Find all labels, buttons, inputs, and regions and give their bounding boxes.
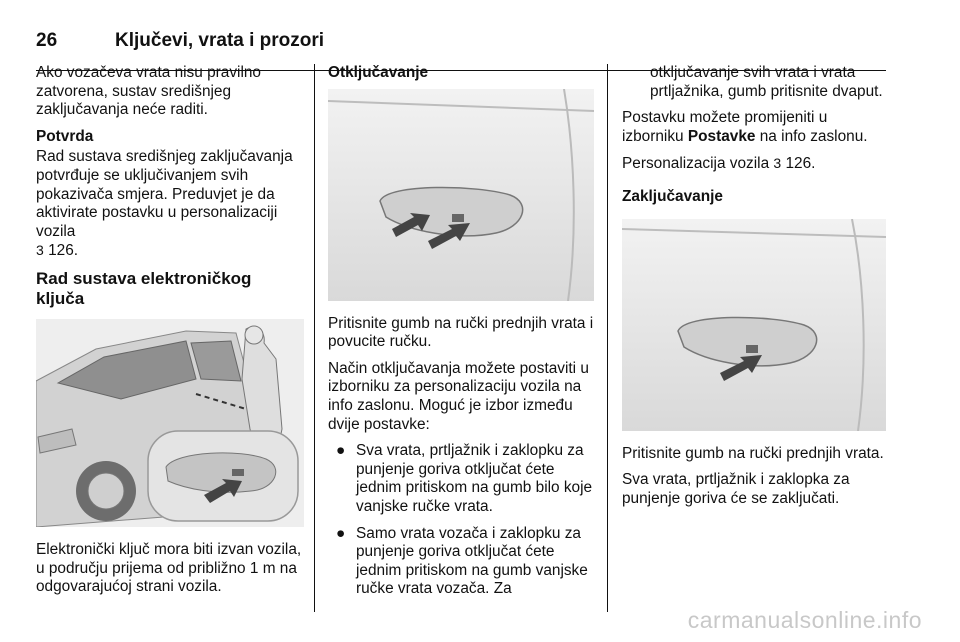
page-ref-arrow-icon: 3 xyxy=(773,155,782,172)
unlock-step: Pritisnite gumb na ručki prednjih vrata i povucite ručku. xyxy=(328,314,594,351)
unlock-options-list xyxy=(328,442,594,599)
lock-handle-drawing xyxy=(622,219,886,431)
continued-text: otključavanje svih vrata i vrata prtljažnika, gumb pritisnite dvaput. xyxy=(650,64,883,100)
confirm-paragraph xyxy=(36,148,304,261)
column-divider-1 xyxy=(314,64,315,612)
bullet-icon: ● xyxy=(336,442,346,460)
bullet-icon: ● xyxy=(336,524,346,542)
personalization-ref-page[interactable]: 126. xyxy=(785,155,816,173)
unlock-heading: Otključavanje xyxy=(328,64,429,81)
confirm-heading: Potvrda xyxy=(36,127,94,145)
settings-menu-name: Postavke xyxy=(687,127,756,145)
section-heading: Rad sustava elektroničkog ključa xyxy=(36,268,252,308)
column-2 xyxy=(328,64,594,607)
chapter-title: Ključevi, vrata i prozori xyxy=(115,30,325,51)
intro-paragraph: Ako vozačeva vrata nisu pravilno zatvorena, sustav središnjeg zaključavanja neće raditi. xyxy=(36,64,261,119)
lock-result: Sva vrata, prtljažnik i zaklopka za punjenje goriva će se zaključati. xyxy=(622,471,850,507)
car-key-drawing xyxy=(36,319,304,527)
page-header xyxy=(36,22,886,52)
unlock-handle-drawing xyxy=(328,89,594,301)
personalization-paragraph xyxy=(622,154,888,174)
bullet-text: Samo vrata vozača i zaklopku za punjenje goriva otključat ćete jednim pritiskom na gumb vanjske ručke vrata vozača. Za xyxy=(356,524,588,598)
list-item xyxy=(328,442,594,516)
lock-heading: Zaključavanje xyxy=(622,187,723,205)
lock-step: Pritisnite gumb na ručki prednjih vrata. xyxy=(622,444,884,462)
confirm-ref-page[interactable]: 126. xyxy=(48,242,79,260)
key-range-paragraph: Elektronički ključ mora biti izvan vozila, u području prijema od približno 1 m na odgovarajućoj strani vozila. xyxy=(36,540,302,596)
unlock-mode-paragraph: Način otključavanja možete postaviti u izborniku za personalizaciju vozila na info zaslonu. Moguć je izbor između dvije postavke: xyxy=(328,359,589,433)
column-1 xyxy=(36,64,304,605)
confirm-text: Rad sustava središnjeg zaključavanja potvrđuje se uključivanjem svih pokazivača smjera. Preduvjet je da aktivirate postavku u personalizaciji vozila xyxy=(36,148,293,240)
column-divider-2 xyxy=(607,64,608,612)
list-item xyxy=(328,525,594,599)
watermark: carmanualsonline.info xyxy=(687,607,922,633)
setting-paragraph xyxy=(622,109,888,146)
column-3 xyxy=(622,64,888,516)
page-ref-arrow-icon: 3 xyxy=(36,242,44,259)
setting-suffix: na info zaslonu. xyxy=(759,127,868,145)
personalization-text: Personalizacija vozila xyxy=(622,155,770,173)
car-key-illustration xyxy=(36,319,304,527)
setting-prefix: Postavku možete promijeniti u izborniku xyxy=(622,109,828,145)
lock-handle-illustration xyxy=(622,219,886,431)
bullet-text: Sva vrata, prtljažnik i zaklopku za punjenje goriva otključat ćete jednim pritiskom na gumb bilo koje vanjske ručke vrata. xyxy=(356,442,593,515)
page-number: 26 xyxy=(36,30,58,51)
unlock-handle-illustration xyxy=(328,89,594,301)
